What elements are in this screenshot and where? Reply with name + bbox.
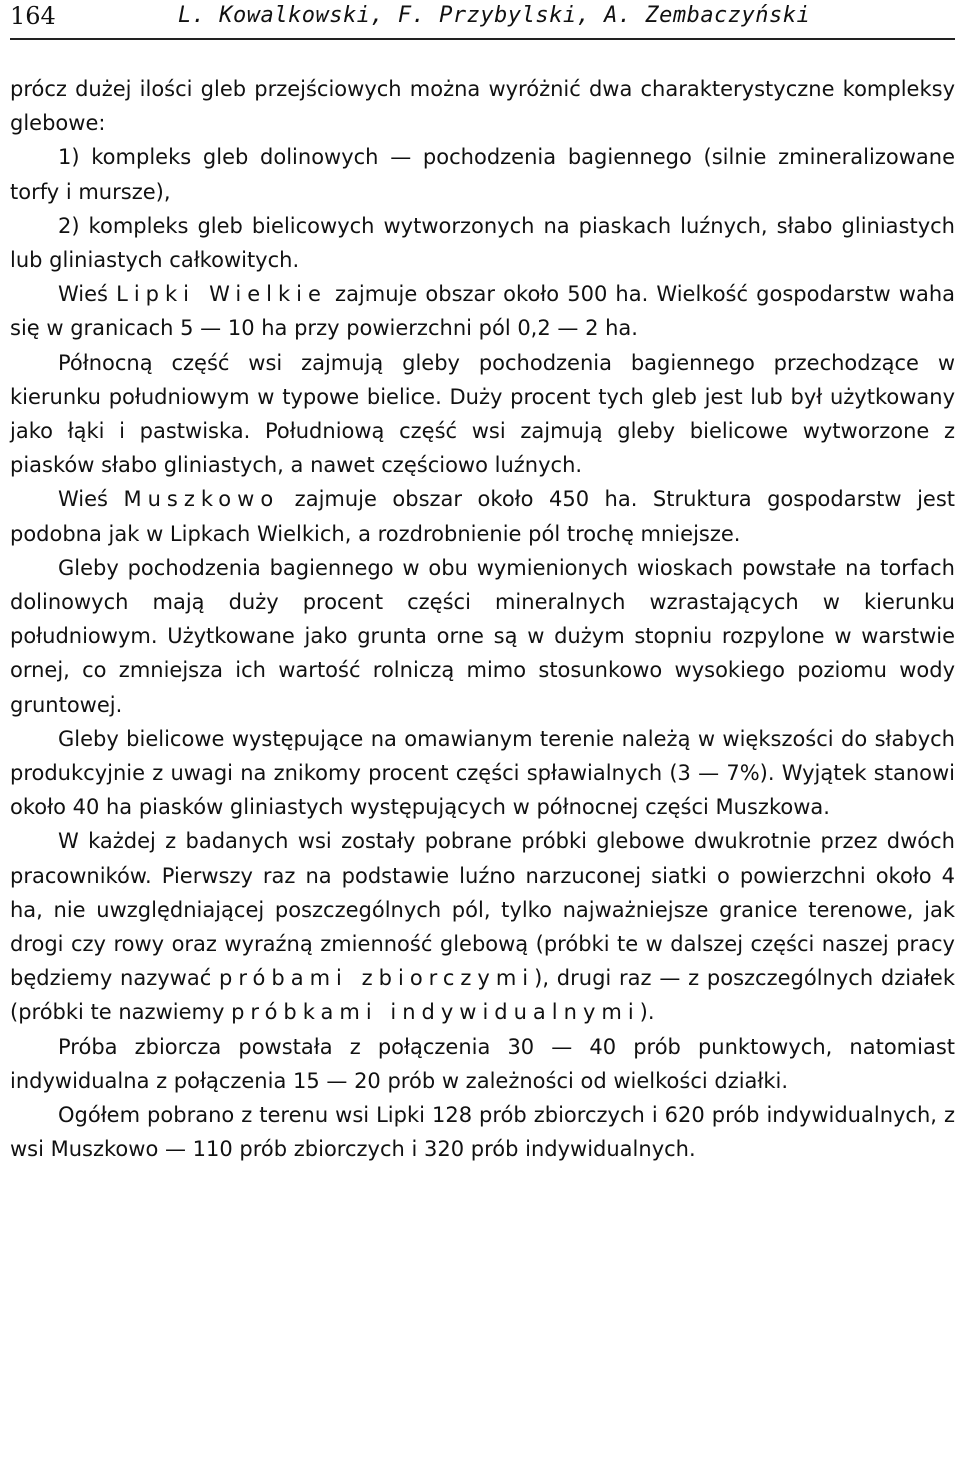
paragraph-2: 1) kompleks gleb dolinowych — pochodzenia bagiennego (silnie zmineralizowane torfy i mursze), — [10, 145, 955, 204]
paragraph-10: Próba zbiorcza powstała z połączenia 30 — 40 prób punktowych, natomiast indywidualna z połączenia 15 — 20 prób w zależności od wielkości działki. — [10, 1034, 955, 1093]
body-text — [10, 72, 955, 1167]
page — [10, 0, 955, 1167]
p9-a: W każdej z badanych wsi zostały pobrane próbki glebowe dwukrotnie przez dwóch pracowników. Pierwszy raz na podstawie luźno narzuconej siatki o powierzchni około 4 ha, nie uwzględniającej poszczególnych pól, tylko najważniejsze granice terenowe, jak drogi czy rowy oraz wyraźną zmienność glebową (próbki te w dalszej części naszej pracy będziemy nazywać — [10, 829, 955, 991]
p4-pre: Wieś — [58, 282, 117, 307]
page-number: 164 — [10, 2, 56, 30]
paragraph-3: 2) kompleks gleb bielicowych wytworzonych na piaskach luźnych, słabo gliniastych lub gliniastych całkowitych. — [10, 213, 955, 273]
running-head: L. Kowalkowski, F. Przybylski, A. Zembaczyński — [178, 3, 811, 28]
paragraph-7: Gleby pochodzenia bagiennego w obu wymienionych wioskach powstałe na torfach dolinowych mają duży procent części mineralnych wzrastających w kierunku południowym. Użytkowane jako grunta orne są w dużym stopniu rozpylone w warstwie ornej, co zmniejsza ich wartość rolniczą mimo stosunkowo wysokiego poziomu wody gruntowej. — [10, 555, 955, 717]
page-header — [10, 2, 955, 40]
paragraph-5: Północną część wsi zajmują gleby pochodzenia bagiennego przechodzące w kierunku południowym w typowe bielice. Duży procent tych gleb jest lub był użytkowany jako łąki i pastwiska. Południową część wsi zajmują gleby bielicowe wytworzone z piasków słabo gliniastych, a nawet częściowo luźnych. — [10, 350, 955, 478]
p9-c: ), drugi raz — z poszczególnych działek (próbki te nazwiemy — [10, 966, 956, 1025]
term-proby-zbiorcze: próbami zbiorczymi — [219, 966, 535, 991]
paragraph-11: Ogółem pobrano z terenu wsi Lipki 128 prób zbiorczych i 620 prób indywidualnych, z wsi Muszkowo — 110 prób zbiorczych i 320 prób indywidualnych. — [10, 1103, 955, 1162]
village-name-lipki: Lipki Wielkie — [116, 282, 327, 307]
paragraph-8: Gleby bielicowe występujące na omawianym terenie należą w większości do słabych produkcyjnie z uwagi na znikomy procent części spławialnych (3 — 7%). Wyjątek stanowi około 40 ha piasków gliniastych występujących w północnej części Muszkowa. — [10, 726, 955, 820]
paragraph-4 — [10, 277, 955, 345]
village-name-muszkowo: Muszkowo — [123, 487, 280, 512]
p9-e: ). — [639, 1000, 655, 1025]
paragraph-6 — [10, 482, 955, 550]
p6-post: zajmuje obszar około 450 ha. Struktura gospodarstw jest podobna jak w Lipkach Wielkich, a rozdrobnienie pól trochę mniejsze. — [10, 487, 955, 546]
p4-post: zajmuje obszar około 500 ha. Wielkość gospodarstw waha się w granicach 5 — 10 ha przy powierzchni pól 0,2 — 2 ha. — [10, 282, 955, 341]
p6-pre: Wieś — [58, 487, 124, 512]
paragraph-9 — [10, 824, 955, 1029]
term-probki-indywidualne: próbkami indywidualnymi — [231, 1000, 640, 1025]
paragraph-1: prócz dużej ilości gleb przejściowych można wyróżnić dwa charakterystyczne kompleksy glebowe: — [10, 77, 955, 136]
